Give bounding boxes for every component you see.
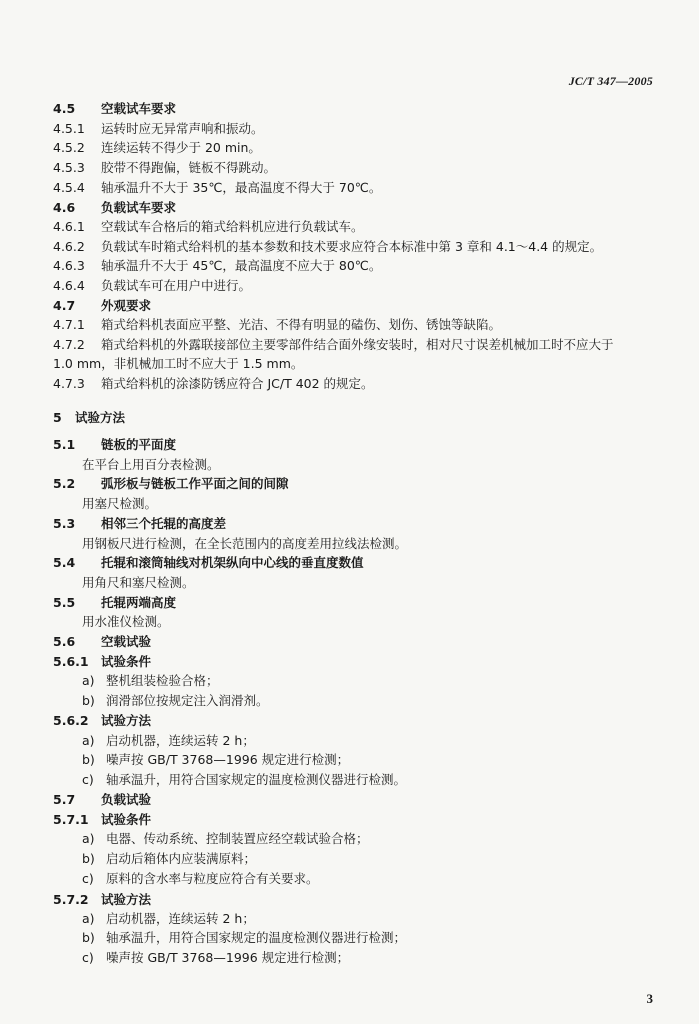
clause-number: b)	[82, 930, 95, 945]
clause-number: 4.5.1	[53, 121, 85, 136]
clause-text: 运转时应无异常声响和振动。	[101, 121, 264, 136]
clause-4-7-1	[53, 317, 659, 332]
clause-number: c)	[82, 950, 94, 965]
clause-text: 1.0 mm，非机械加工时不应大于 1.5 mm。	[53, 356, 304, 371]
clause-4-7	[53, 298, 659, 313]
clause-4-6-1	[53, 219, 659, 234]
clause-number: a)	[82, 733, 95, 748]
clause-5-7	[53, 792, 659, 807]
clause-number: a)	[82, 673, 95, 688]
clause-text: 整机组装检验合格；	[106, 673, 219, 688]
clause-text: 连续运转不得少于 20 min。	[101, 140, 261, 155]
clause-text: 箱式给料机表面应平整、光洁、不得有明显的磕伤、划伤、锈蚀等缺陷。	[101, 317, 502, 332]
clause-text: 托辊两端高度	[101, 595, 177, 610]
clause-text: 胶带不得跑偏，链板不得跳动。	[101, 160, 277, 175]
clause-number: 4.7.3	[53, 376, 85, 391]
clause-a	[82, 831, 659, 846]
clause-a	[82, 911, 659, 926]
clause-number: a)	[82, 911, 95, 926]
clause-number: 4.6.3	[53, 258, 85, 273]
clause-text: 试验条件	[101, 812, 152, 827]
clause-text: 空载试车要求	[101, 101, 177, 116]
clause-number: 5.7.2	[53, 892, 89, 907]
clause-number: b)	[82, 851, 95, 866]
clause-text: 启动机器，连续运转 2 h；	[106, 733, 255, 748]
clause-text	[82, 496, 659, 511]
clause-number: b)	[82, 752, 95, 767]
clause-4-5-3	[53, 160, 659, 175]
clause-number: b)	[82, 693, 95, 708]
clause-text: 负载试验	[101, 792, 152, 807]
clause-4-7-2	[53, 337, 659, 352]
clause-5-3	[53, 516, 659, 531]
clause-c	[82, 871, 659, 886]
clause-5-1	[53, 437, 659, 452]
clause-text: 轴承温升，用符合国家规定的温度检测仪器进行检测。	[106, 772, 407, 787]
clause-5-7-2	[53, 892, 659, 907]
clause-4-5	[53, 101, 659, 116]
clause-text: 试验方法	[101, 713, 152, 728]
clause-number: 4.6.4	[53, 278, 85, 293]
clause-text: 试验条件	[101, 654, 152, 669]
clause-text: 电器、传动系统、控制装置应经空载试验合格；	[106, 831, 369, 846]
clause-text: 用塞尺检测。	[82, 496, 158, 511]
clause-number: 5.7.1	[53, 812, 89, 827]
clause-4-6-4	[53, 278, 659, 293]
clause-text	[53, 356, 659, 371]
clause-text: 空载试车合格后的箱式给料机应进行负载试车。	[101, 219, 364, 234]
clause-5-6-2	[53, 713, 659, 728]
clause-number: c)	[82, 871, 94, 886]
clause-text: 箱式给料机的涂漆防锈应符合 JC/T 402 的规定。	[101, 376, 374, 391]
clause-number: 4.5.2	[53, 140, 85, 155]
clause-text: 轴承温升不大于 35℃，最高温度不得大于 70℃。	[101, 180, 382, 195]
clause-b	[82, 851, 659, 866]
clause-5-6	[53, 634, 659, 649]
clause-number: 4.5	[53, 101, 76, 116]
clause-text: 在平台上用百分表检测。	[82, 457, 220, 472]
clause-text: 轴承温升不大于 45℃，最高温度不应大于 80℃。	[101, 258, 382, 273]
clause-text: 用角尺和塞尺检测。	[82, 575, 195, 590]
clause-number: 5.4	[53, 555, 76, 570]
clause-text: 原料的含水率与粒度应符合有关要求。	[106, 871, 319, 886]
clause-4-5-1	[53, 121, 659, 136]
clause-number: 5.2	[53, 476, 76, 491]
page-number: 3	[646, 991, 653, 1006]
clause-4-5-2	[53, 140, 659, 155]
clause-text	[82, 536, 659, 551]
clause-number: 4.7.1	[53, 317, 85, 332]
clause-text: 试验方法	[101, 892, 152, 907]
clause-text: 负载试车时箱式给料机的基本参数和技术要求应符合本标准中第 3 章和 4.1～4.4 的规定。	[101, 239, 603, 254]
clause-4-6-3	[53, 258, 659, 273]
clause-text: 弧形板与链板工作平面之间的间隙	[101, 476, 289, 491]
clause-number: 4.7	[53, 298, 76, 313]
clause-5-7-1	[53, 812, 659, 827]
clause-text: 外观要求	[101, 298, 152, 313]
clause-number: 5.6.1	[53, 654, 89, 669]
clause-number: 5.1	[53, 437, 76, 452]
clause-5	[53, 410, 659, 425]
clause-text: 箱式给料机的外露联接部位主要零部件结合面外缘安装时，相对尺寸误差机械加工时不应大于	[101, 337, 614, 352]
clause-text: 相邻三个托辊的高度差	[101, 516, 227, 531]
clause-number: c)	[82, 772, 94, 787]
clause-text: 链板的平面度	[101, 437, 177, 452]
clause-b	[82, 752, 659, 767]
clause-b	[82, 930, 659, 945]
clause-number: 4.5.3	[53, 160, 85, 175]
clause-number: 5.6	[53, 634, 76, 649]
clause-c	[82, 772, 659, 787]
clause-number: 4.5.4	[53, 180, 85, 195]
clause-text: 启动机器，连续运转 2 h；	[106, 911, 255, 926]
clause-5-6-1	[53, 654, 659, 669]
clause-4-7-3	[53, 376, 659, 391]
clause-5-5	[53, 595, 659, 610]
clause-number: 4.7.2	[53, 337, 85, 352]
clause-number: 5.6.2	[53, 713, 89, 728]
clause-text: 噪声按 GB/T 3768—1996 规定进行检测；	[106, 950, 350, 965]
clause-a	[82, 733, 659, 748]
clause-4-5-4	[53, 180, 659, 195]
clause-text: 试验方法	[75, 410, 126, 425]
clause-number: a)	[82, 831, 95, 846]
document-code-header: JC/T 347—2005	[568, 74, 653, 88]
clause-text: 轴承温升，用符合国家规定的温度检测仪器进行检测；	[106, 930, 407, 945]
clause-text: 用水准仪检测。	[82, 614, 170, 629]
clause-number: 5.5	[53, 595, 76, 610]
clause-text: 启动后箱体内应装满原料；	[106, 851, 257, 866]
clause-b	[82, 693, 659, 708]
clause-text	[82, 457, 659, 472]
clause-number: 4.6	[53, 200, 76, 215]
clause-a	[82, 673, 659, 688]
clause-text	[82, 614, 659, 629]
clause-number: 5.7	[53, 792, 76, 807]
clause-text: 用钢板尺进行检测，在全长范围内的高度差用拉线法检测。	[82, 536, 408, 551]
clause-text: 托辊和滚筒轴线对机架纵向中心线的垂直度数值	[101, 555, 364, 570]
clause-text: 负载试车可在用户中进行。	[101, 278, 252, 293]
clause-text: 负载试车要求	[101, 200, 177, 215]
clause-text: 噪声按 GB/T 3768—1996 规定进行检测；	[106, 752, 350, 767]
clause-4-6	[53, 200, 659, 215]
clause-number: 5.3	[53, 516, 76, 531]
clause-4-6-2	[53, 239, 659, 254]
clause-text: 润滑部位按规定注入润滑剂。	[106, 693, 269, 708]
clause-text: 空载试验	[101, 634, 152, 649]
clause-c	[82, 950, 659, 965]
clause-number: 4.6.1	[53, 219, 85, 234]
clause-number: 5	[53, 410, 62, 425]
clause-text	[82, 575, 659, 590]
clause-number: 4.6.2	[53, 239, 85, 254]
clause-5-2	[53, 476, 659, 491]
clause-5-4	[53, 555, 659, 570]
